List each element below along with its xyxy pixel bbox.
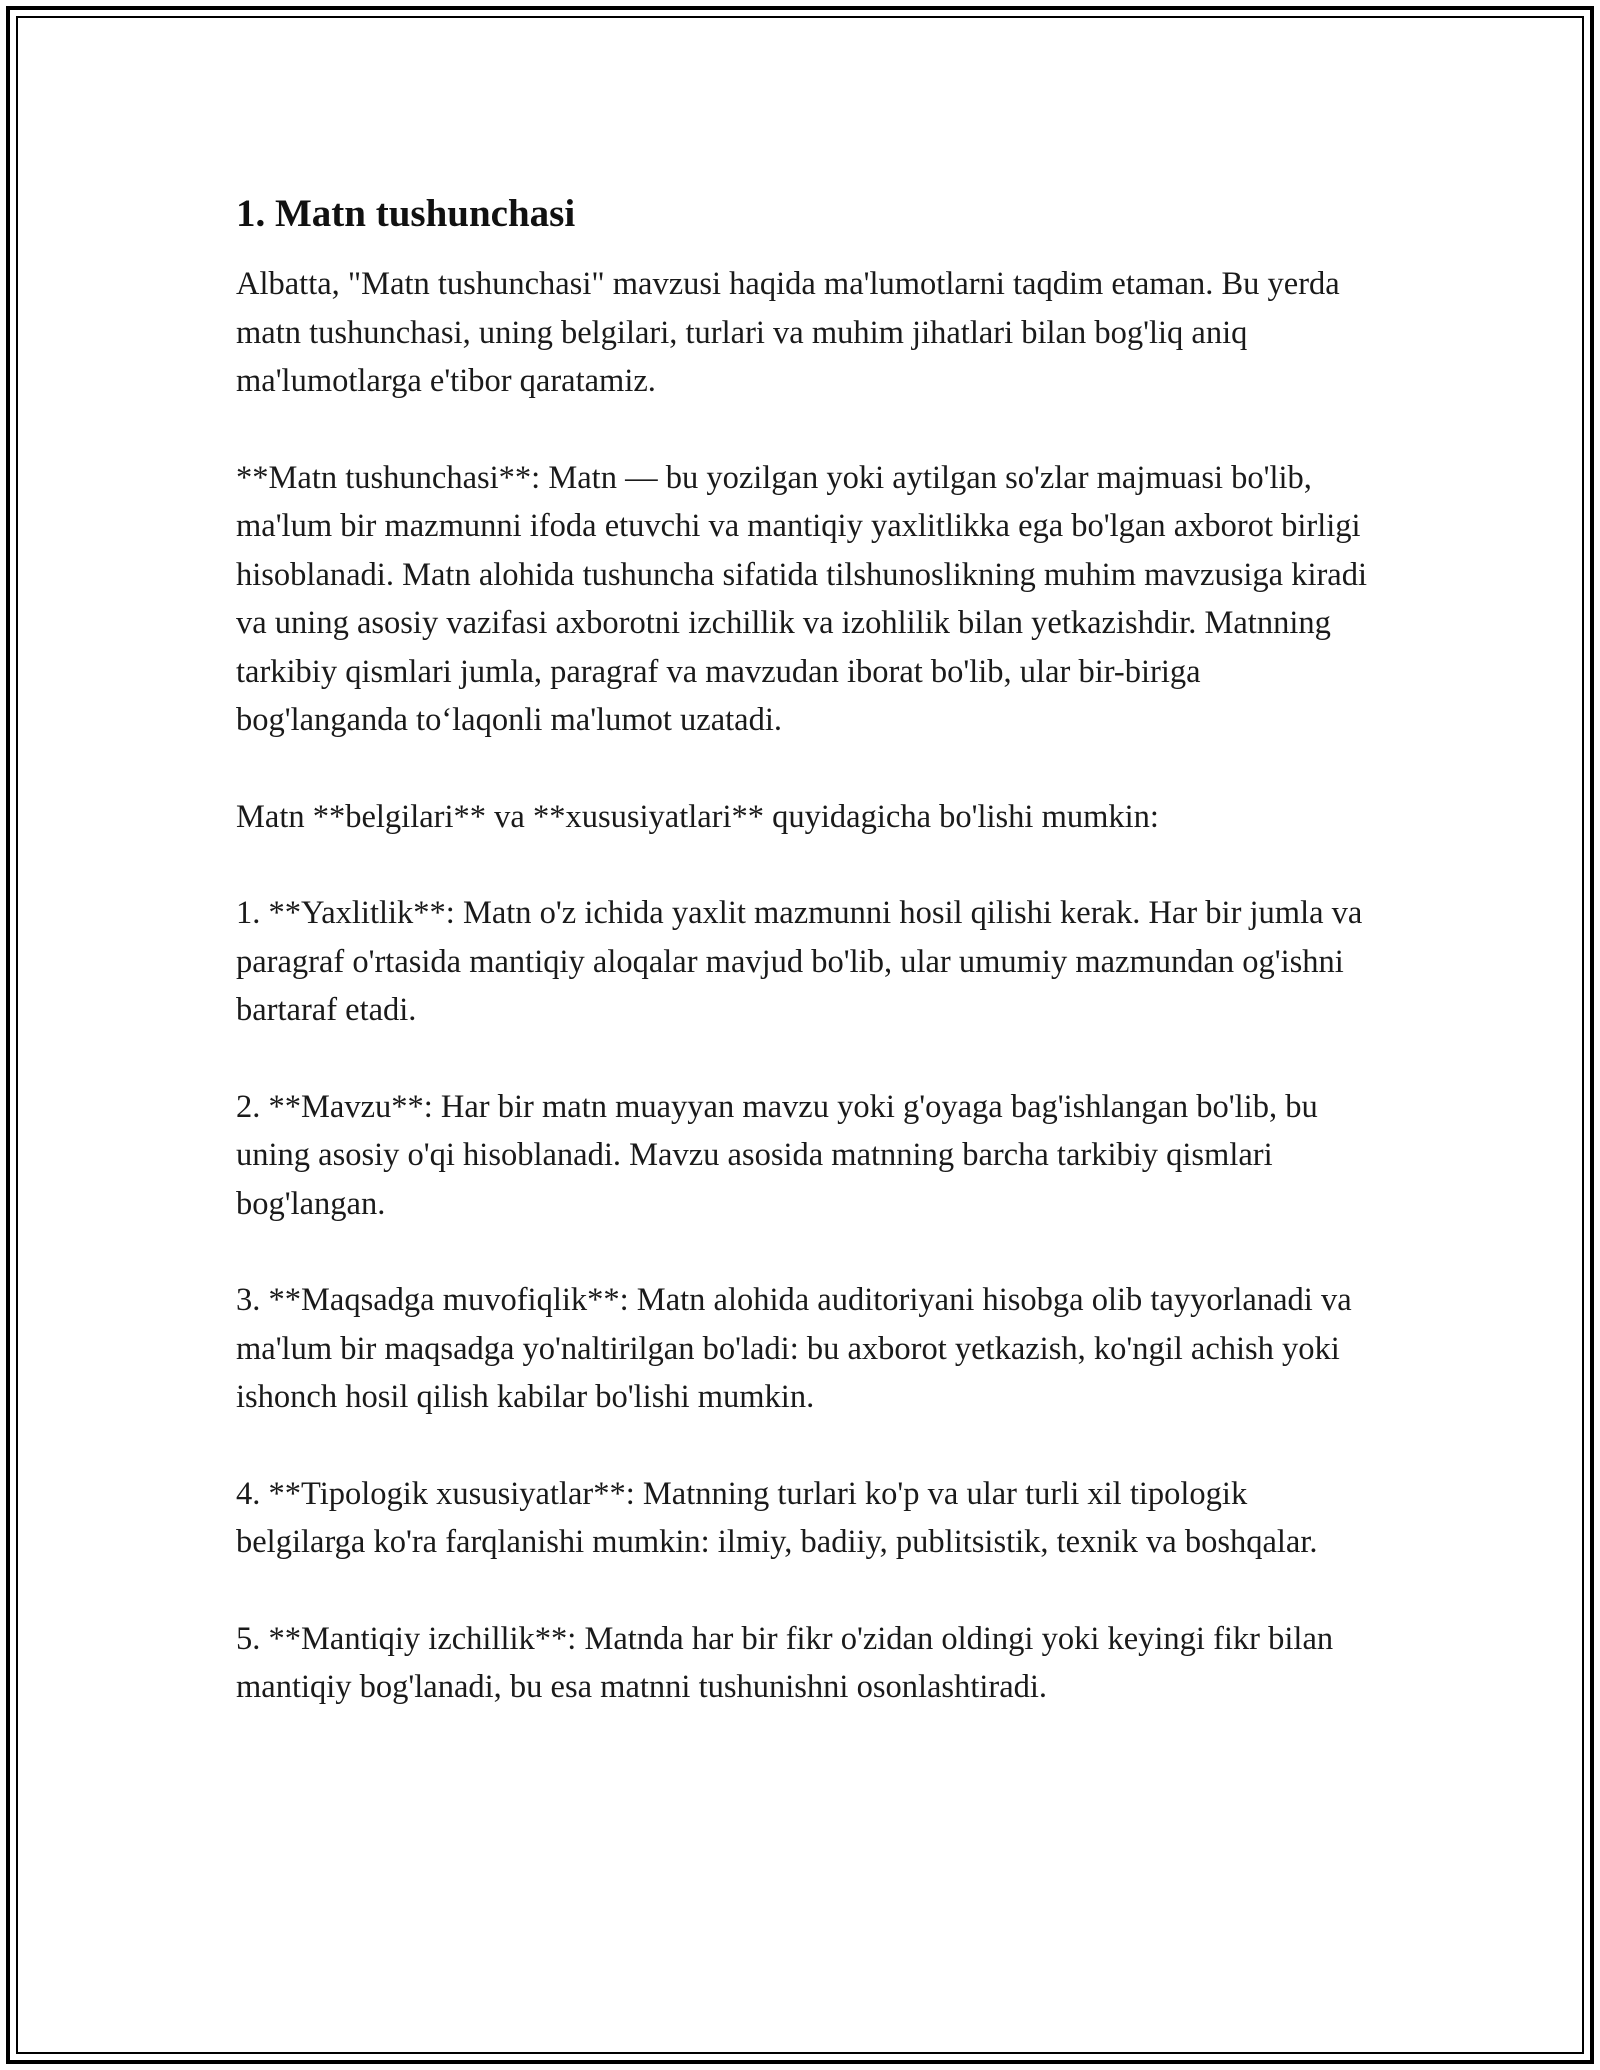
list-item-mavzu: 2. **Mavzu**: Har bir matn muayyan mavzu yoki g'oyaga bag'ishlangan bo'lib, bu uning asosiy o'qi hisoblanadi. Mavzu asosida matnning barcha tarkibiy qismlari bog'langan. xyxy=(236,1088,1318,1222)
paragraph-definition: **Matn tushunchasi**: Matn — bu yozilgan yoki aytilgan so'zlar majmuasi bo'lib, ma'lum bir mazmunni ifoda etuvchi va mantiqiy yaxlitlikka ega bo'lgan axborot birligi hisoblanadi. Matn alohida tushuncha sifatida tilshunoslikning muhim mavzusiga kiradi va uning asosiy vazifasi axborotni izchillik va izohlilik bilan yetkazishdir. Matnning tarkibiy qismlari jumla, paragraf va mavzudan iborat bo'lib, ular bir-biriga bog'langanda to‘laqonli ma'lumot uzatadi. xyxy=(236,459,1368,738)
list-item-mantiqiy-izchillik: 5. **Mantiqiy izchillik**: Matnda har bir fikr o'zidan oldingi yoki keyingi fikr bilan mantiqiy bog'lanadi, bu esa matnni tushunishni osonlashtiradi. xyxy=(236,1620,1334,1705)
list-item-tipologik-xususiyatlar: 4. **Tipologik xususiyatlar**: Matnning turlari ko'p va ular turli xil tipologik belgilarga ko'ra farqlanishi mumkin: ilmiy, badiiy, publitsistik, texnik va boshqalar. xyxy=(236,1475,1318,1560)
document-body xyxy=(236,186,1371,1760)
list-item-maqsadga-muvofiqlik: 3. **Maqsadga muvofiqlik**: Matn alohida auditoriyani hisobga olib tayyorlanadi va ma'lum bir maqsadga yo'naltirilgan bo'ladi: bu axborot yetkazish, ko'ngil achish yoki ishonch hosil qilish kabilar bo'lishi mumkin. xyxy=(236,1282,1352,1415)
list-item-yaxlitlik: 1. **Yaxlitlik**: Matn o'z ichida yaxlit mazmunni hosil qilishi kerak. Har bir jumla va paragraf o'rtasida mantiqiy aloqalar mavjud bo'lib, ular umumiy mazmundan og'ishni bartaraf etadi. xyxy=(236,895,1363,1028)
paragraph-features-intro: Matn **belgilari** va **xususiyatlari** quyidagicha bo'lishi mumkin: xyxy=(236,798,1159,835)
paragraph-intro: Albatta, "Matn tushunchasi" mavzusi haqida ma'lumotlarni taqdim etaman. Bu yerda matn tushunchasi, uning belgilari, turlari va muhim jihatlari bilan bog'liq aniq ma'lumotlarga e'tibor qaratamiz. xyxy=(236,266,1340,399)
document-title: 1. Matn tushunchasi xyxy=(236,192,576,235)
